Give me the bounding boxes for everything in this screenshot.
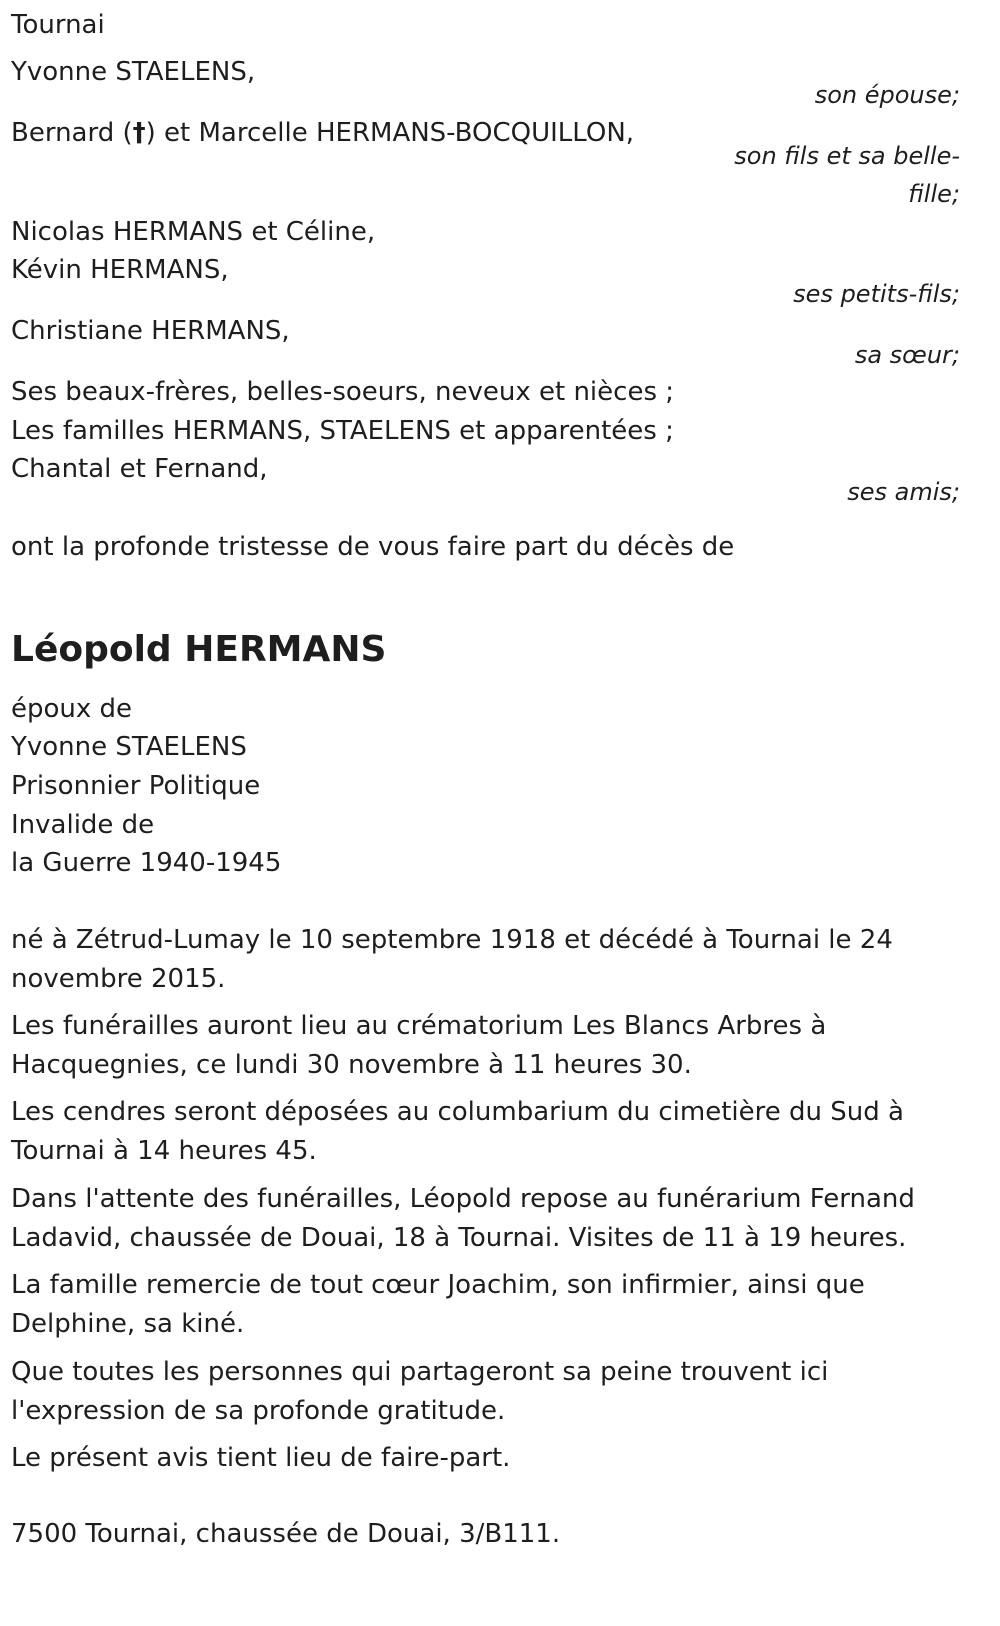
mourner-son	[11, 116, 634, 150]
mourner-family-1: Ses beaux-frères, belles-soeurs, neveux et nièces ;	[11, 377, 675, 407]
deceased-detail: époux de	[11, 694, 133, 724]
mourner-spouse: Yvonne STAELENS,	[11, 57, 256, 87]
paragraph-gratitude: Que toutes les personnes qui partageront sa peine trouvent ici l'expression de sa profonde gratitude.	[11, 1357, 829, 1426]
role-spouse: son épouse;	[814, 81, 960, 109]
paragraph-visits: Dans l'attente des funérailles, Léopold repose au funérarium Fernand Ladavid, chaussée de Douai, 18 à Tournai. Visites de 11 à 19 heures.	[11, 1184, 915, 1253]
deceased-detail: Yvonne STAELENS	[11, 732, 247, 762]
mourner-sister: Christiane HERMANS,	[11, 316, 290, 346]
deceased-detail: Invalide de	[11, 810, 155, 840]
paragraph-funeral: Les funérailles auront lieu au crématorium Les Blancs Arbres à Hacquegnies, ce lundi 30 novembre à 11 heures 30.	[11, 1011, 827, 1080]
role-son-line2: fille;	[908, 180, 960, 208]
announcement: ont la profonde tristesse de vous faire part du décès de	[11, 532, 735, 562]
mourner-grandchild-1: Nicolas HERMANS et Céline,	[11, 217, 376, 247]
mourner-son-rest: ) et Marcelle HERMANS-BOCQUILLON,	[145, 118, 635, 148]
role-friends: ses amis;	[847, 478, 960, 506]
paragraph-birth-death: né à Zétrud-Lumay le 10 septembre 1918 et décédé à Tournai le 24 novembre 2015.	[11, 925, 893, 994]
role-sister: sa sœur;	[854, 341, 960, 369]
mourner-friends: Chantal et Fernand,	[11, 454, 268, 484]
paragraph-notice: Le présent avis tient lieu de faire-part.	[11, 1443, 511, 1473]
mourner-son-first: Bernard (	[11, 118, 133, 148]
deceased-name: Léopold HERMANS	[11, 629, 387, 670]
place-header: Tournai	[11, 10, 105, 40]
footer-address: 7500 Tournai, chaussée de Douai, 3/B111.	[11, 1519, 561, 1549]
role-grandchildren: ses petits-fils;	[793, 280, 960, 308]
mourner-family-2: Les familles HERMANS, STAELENS et apparentées ;	[11, 416, 674, 446]
role-son-line1: son fils et sa belle-	[734, 142, 960, 170]
paragraph-ashes: Les cendres seront déposées au columbarium du cimetière du Sud à Tournai à 14 heures 45.	[11, 1097, 904, 1166]
deceased-detail: la Guerre 1940-1945	[11, 848, 282, 878]
mourner-grandchild-2: Kévin HERMANS,	[11, 255, 229, 285]
deceased-detail: Prisonnier Politique	[11, 771, 261, 801]
dagger-icon: †	[132, 118, 146, 148]
paragraph-thanks: La famille remercie de tout cœur Joachim, son infirmier, ainsi que Delphine, sa kiné.	[11, 1270, 865, 1339]
